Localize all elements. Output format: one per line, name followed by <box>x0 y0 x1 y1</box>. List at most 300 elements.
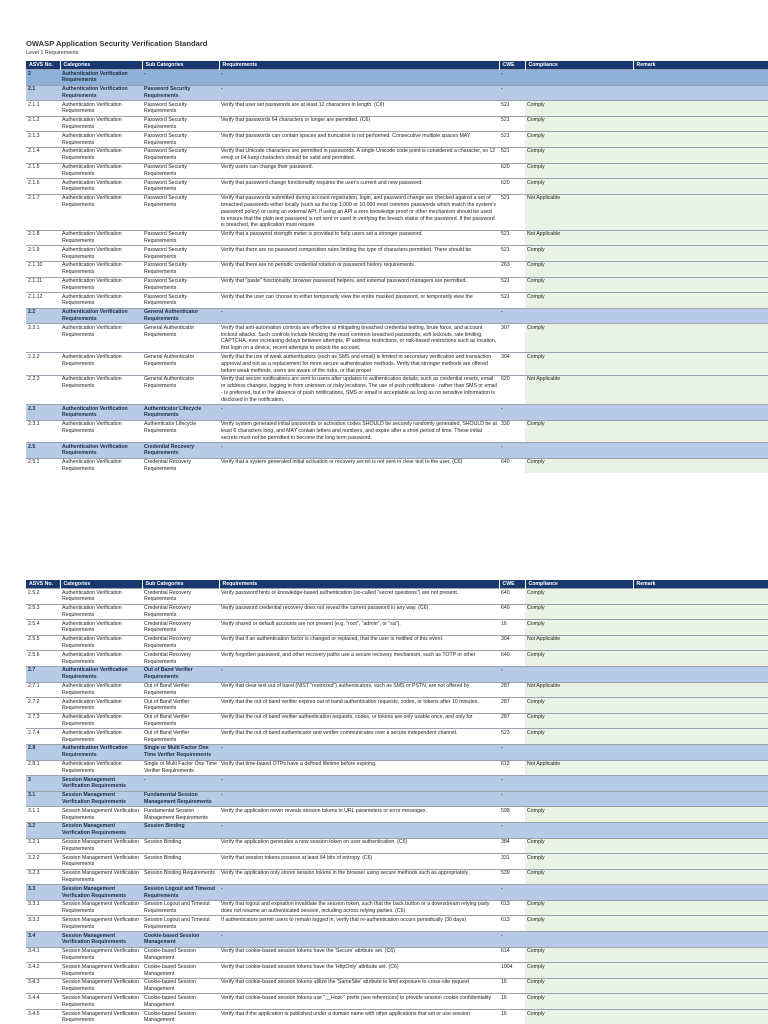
cell-compliance <box>525 776 633 792</box>
header-requirements: Requirements <box>219 580 499 589</box>
cell-compliance: Not Applicable <box>525 760 633 776</box>
cell-requirement: Verify the application never reveals session tokens in URL parameters or error messages. <box>219 807 499 823</box>
cell-asvs-no: 3.3.1 <box>26 900 60 916</box>
cell-category: Authentication Verification Requirements <box>60 277 142 293</box>
cell-requirement: Verify that the out of band authenticator and verifier communicates over a secure independent channel. <box>219 729 499 745</box>
cell-cwe: 521 <box>499 293 525 309</box>
cell-cwe: - <box>499 85 525 101</box>
table-header-row <box>26 580 768 589</box>
cell-asvs-no: 2.7.2 <box>26 698 60 714</box>
header-categories: Categories <box>60 61 142 70</box>
cell-remark <box>633 116 768 132</box>
cell-requirement: Verify that the use of weak authenticators (such as SMS and email) is limited to secondary verification and transaction approval and not as a replacement for more secure authentication methods. Verify that stronger methods are offered before weak methods, users are aware of the risks, or that proper <box>219 353 499 375</box>
cell-category: Authentication Verification Requirements <box>60 353 142 375</box>
cell-requirement: Verify the application only stores session tokens in the browser using secure methods such as appropriately <box>219 869 499 885</box>
cell-category: Session Management Verification Requirements <box>60 838 142 854</box>
cell-asvs-no: 2.7 <box>26 666 60 682</box>
cell-requirement: Verify that session tokens possess at least 64 bits of entropy. (C6) <box>219 854 499 870</box>
cell-cwe: 304 <box>499 353 525 375</box>
cell-requirement: Verify the application generates a new session token on user authentication. (C6) <box>219 838 499 854</box>
cell-cwe: 598 <box>499 807 525 823</box>
cell-category: Session Management Verification Requirements <box>60 807 142 823</box>
cell-compliance <box>525 70 633 86</box>
cell-requirement: Verify that there are no password composition rules limiting the type of characters permitted. There should be <box>219 246 499 262</box>
cell-category: Authentication Verification Requirements <box>60 635 142 651</box>
cell-asvs-no: 2.5.3 <box>26 604 60 620</box>
cell-sub-category: Session Binding <box>142 822 219 838</box>
cell-sub-category: Cookie-based Session Management <box>142 994 219 1010</box>
cell-sub-category: Password Security Requirements <box>142 85 219 101</box>
cell-asvs-no: 2.7.4 <box>26 729 60 745</box>
header-requirements: Requirements <box>219 61 499 70</box>
cell-sub-category: Session Binding <box>142 854 219 870</box>
cell-requirement: - <box>219 308 499 324</box>
cell-asvs-no: 3.4.1 <box>26 947 60 963</box>
cell-requirement: Verify that "paste" functionality, browser password helpers, and external password managers are permitted. <box>219 277 499 293</box>
cell-sub-category: General Authenticator Requirements <box>142 324 219 353</box>
cell-requirement: Verify that cookie-based session tokens have the 'Secure' attribute set. (C6) <box>219 947 499 963</box>
cell-asvs-no: 2.7.3 <box>26 713 60 729</box>
cell-requirement: Verify that secure notifications are sent to users after updates to authentication details, such as credential resets, email or address changes, logging in from unknown or risky locations. The use of push notifications - rather than SMS or email - is preferred, but in the absence of push notifications, SMS or email is acceptable as long as no sensitive information is disclosed in the notification. <box>219 375 499 404</box>
cell-remark <box>633 277 768 293</box>
cell-sub-category: Out of Band Verifier Requirements <box>142 713 219 729</box>
cell-compliance: Comply <box>525 916 633 932</box>
cell-category: Session Management Verification Requirements <box>60 822 142 838</box>
table-row <box>26 101 768 117</box>
cell-sub-category: Credential Recovery Requirements <box>142 620 219 636</box>
cell-cwe: - <box>499 791 525 807</box>
cell-remark <box>633 838 768 854</box>
cell-cwe: 330 <box>499 420 525 442</box>
cell-sub-category: Password Security Requirements <box>142 101 219 117</box>
cell-compliance: Not Applicable <box>525 375 633 404</box>
table-row <box>26 261 768 277</box>
cell-sub-category: Authenticator Lifecycle Requirements <box>142 420 219 442</box>
cell-asvs-no: 2.1.5 <box>26 163 60 179</box>
cell-sub-category: Session Logout and Timeout Requirements <box>142 885 219 901</box>
cell-asvs-no: 2.1.4 <box>26 147 60 163</box>
cell-compliance: Comply <box>525 324 633 353</box>
header-sub-categories: Sub Categories <box>142 61 219 70</box>
cell-remark <box>633 760 768 776</box>
cell-requirement: - <box>219 666 499 682</box>
cell-asvs-no: 2.1.2 <box>26 116 60 132</box>
table-row <box>26 132 768 148</box>
table-row <box>26 729 768 745</box>
cell-cwe: 539 <box>499 869 525 885</box>
cell-sub-category: Credential Recovery Requirements <box>142 589 219 605</box>
section-row <box>26 932 768 948</box>
cell-sub-category: General Authenticator Requirements <box>142 353 219 375</box>
table-row <box>26 277 768 293</box>
table-row <box>26 589 768 605</box>
header-sub-categories: Sub Categories <box>142 580 219 589</box>
cell-remark <box>633 375 768 404</box>
cell-asvs-no: 3.4.4 <box>26 994 60 1010</box>
cell-remark <box>633 713 768 729</box>
cell-requirement: Verify that the out of band verifier expires out of band authentication requests, codes, or tokens after 10 minutes. <box>219 698 499 714</box>
cell-asvs-no: 2.1.1 <box>26 101 60 117</box>
table-row <box>26 651 768 667</box>
cell-sub-category: Password Security Requirements <box>142 132 219 148</box>
cell-compliance: Comply <box>525 620 633 636</box>
cell-asvs-no: 3.1.1 <box>26 807 60 823</box>
table-row <box>26 246 768 262</box>
cell-cwe: 640 <box>499 458 525 473</box>
cell-compliance: Comply <box>525 729 633 745</box>
header-asvs-no: ASVS No. <box>26 61 60 70</box>
cell-category: Authentication Verification Requirements <box>60 375 142 404</box>
cell-remark <box>633 698 768 714</box>
cell-requirement: - <box>219 791 499 807</box>
cell-category: Session Management Verification Requirements <box>60 791 142 807</box>
table-row <box>26 420 768 442</box>
cell-remark <box>633 963 768 979</box>
cell-category: Authentication Verification Requirements <box>60 443 142 459</box>
cell-category: Authentication Verification Requirements <box>60 682 142 698</box>
cell-asvs-no: 2.2.2 <box>26 353 60 375</box>
cell-remark <box>633 85 768 101</box>
cell-category: Authentication Verification Requirements <box>60 116 142 132</box>
cell-category: Session Management Verification Requirements <box>60 963 142 979</box>
table-row <box>26 838 768 854</box>
cell-asvs-no: 2.1.3 <box>26 132 60 148</box>
cell-asvs-no: 2.1.9 <box>26 246 60 262</box>
document-title: OWASP Application Security Verification Standard <box>26 39 208 48</box>
cell-cwe: 640 <box>499 604 525 620</box>
cell-remark <box>633 729 768 745</box>
cell-sub-category: Single or Multi Factor One Time Verifier Requirements <box>142 760 219 776</box>
cell-cwe: - <box>499 308 525 324</box>
cell-remark <box>633 293 768 309</box>
cell-sub-category: Password Security Requirements <box>142 261 219 277</box>
cell-compliance <box>525 308 633 324</box>
cell-compliance: Comply <box>525 994 633 1010</box>
cell-cwe: - <box>499 776 525 792</box>
cell-compliance: Not Applicable <box>525 194 633 230</box>
cell-requirement: Verify shared or default accounts are not present (e.g. "root", "admin", or "sa"). <box>219 620 499 636</box>
cell-category: Authentication Verification Requirements <box>60 246 142 262</box>
cell-remark <box>633 854 768 870</box>
cell-remark <box>633 807 768 823</box>
cell-cwe: 16 <box>499 994 525 1010</box>
cell-compliance: Comply <box>525 604 633 620</box>
cell-category: Authentication Verification Requirements <box>60 458 142 473</box>
cell-cwe: 287 <box>499 698 525 714</box>
cell-remark <box>633 791 768 807</box>
cell-remark <box>633 163 768 179</box>
cell-category: Authentication Verification Requirements <box>60 308 142 324</box>
cell-requirement: If authenticators permit users to remain logged in, verify that re-authentication occurs periodically (30 days) <box>219 916 499 932</box>
cell-sub-category: Cookie-based Session Management <box>142 932 219 948</box>
cell-category: Authentication Verification Requirements <box>60 420 142 442</box>
cell-remark <box>633 443 768 459</box>
cell-requirement: Verify that cookie-based session tokens have the 'HttpOnly' attribute set. (C6) <box>219 963 499 979</box>
cell-compliance: Comply <box>525 978 633 994</box>
cell-remark <box>633 932 768 948</box>
cell-remark <box>633 324 768 353</box>
cell-category: Session Management Verification Requirements <box>60 869 142 885</box>
cell-requirement: Verify that clear text out of band (NIST "restricted") authenticators, such as SMS or PSTN, are not offered by <box>219 682 499 698</box>
cell-category: Authentication Verification Requirements <box>60 163 142 179</box>
cell-cwe: - <box>499 885 525 901</box>
cell-asvs-no: 2.1.11 <box>26 277 60 293</box>
cell-cwe: - <box>499 822 525 838</box>
cell-requirement: Verify that passwords can contain spaces and truncation is not performed. Consecutive multiple spaces MAY <box>219 132 499 148</box>
cell-cwe: 263 <box>499 261 525 277</box>
cell-asvs-no: 3.1 <box>26 791 60 807</box>
cell-requirement: Verify that the out of band verifier authentication requests, codes, or tokens are only usable once, and only for <box>219 713 499 729</box>
cell-sub-category: Cookie-based Session Management <box>142 978 219 994</box>
cell-compliance <box>525 822 633 838</box>
table-row <box>26 604 768 620</box>
cell-cwe: 521 <box>499 116 525 132</box>
table-row <box>26 682 768 698</box>
cell-asvs-no: 2.8 <box>26 744 60 760</box>
cell-category: Authentication Verification Requirements <box>60 744 142 760</box>
cell-requirement: Verify password hints or knowledge-based authentication (so-called "secret questions") are not present. <box>219 589 499 605</box>
cell-category: Authentication Verification Requirements <box>60 132 142 148</box>
cell-requirement: Verify that cookie-based session tokens utilize the 'SameSite' attribute to limit exposure to cross-site request <box>219 978 499 994</box>
cell-remark <box>633 179 768 195</box>
document-page-1 <box>0 0 768 505</box>
cell-remark <box>633 246 768 262</box>
cell-remark <box>633 885 768 901</box>
cell-category: Session Management Verification Requirements <box>60 916 142 932</box>
cell-asvs-no: 3.4 <box>26 932 60 948</box>
cell-asvs-no: 2.3.1 <box>26 420 60 442</box>
cell-requirement: Verify that Unicode characters are permitted in passwords. A single Unicode code point is considered a character, so 12 emoji or 64 kanji characters should be valid and permitted. <box>219 147 499 163</box>
cell-cwe: 521 <box>499 230 525 246</box>
cell-cwe: 287 <box>499 713 525 729</box>
cell-asvs-no: 2.2 <box>26 308 60 324</box>
table-row <box>26 324 768 353</box>
cell-asvs-no: 2.1.12 <box>26 293 60 309</box>
cell-asvs-no: 3.2 <box>26 822 60 838</box>
cell-requirement: Verify that password change functionality requires the user's current and new password. <box>219 179 499 195</box>
section-row <box>26 791 768 807</box>
cell-remark <box>633 744 768 760</box>
section-row <box>26 443 768 459</box>
table-row <box>26 978 768 994</box>
cell-cwe: - <box>499 932 525 948</box>
cell-remark <box>633 978 768 994</box>
table-row <box>26 635 768 651</box>
cell-requirement: Verify that passwords submitted during account registration, login, and password change are checked against a set of breached passwords either locally (such as the top 1,000 or 10,000 most common passwords which match the system's password policy) or using an external API. If using an API a zero knowledge proof or other mechanism should be used to ensure that the plain text password is not sent or used in verifying the breach status of the password. If the password is breached, the application must require <box>219 194 499 230</box>
table-row <box>26 947 768 963</box>
cell-compliance: Comply <box>525 713 633 729</box>
cell-sub-category: General Authenticator Requirements <box>142 308 219 324</box>
cell-category: Authentication Verification Requirements <box>60 230 142 246</box>
cell-cwe: 613 <box>499 900 525 916</box>
cell-category: Authentication Verification Requirements <box>60 147 142 163</box>
cell-cwe: 1004 <box>499 963 525 979</box>
cell-requirement: Verify that the user can choose to either temporarily view the entire masked password, or temporarily view the <box>219 293 499 309</box>
cell-asvs-no: 2.5.6 <box>26 651 60 667</box>
cell-compliance: Comply <box>525 246 633 262</box>
document-subtitle: Level 1 Requirements <box>26 50 79 56</box>
cell-compliance: Comply <box>525 179 633 195</box>
cell-compliance <box>525 85 633 101</box>
section-row <box>26 822 768 838</box>
cell-remark <box>633 70 768 86</box>
table-row <box>26 760 768 776</box>
document-page-2 <box>0 578 768 1024</box>
cell-compliance: Comply <box>525 807 633 823</box>
cell-compliance <box>525 666 633 682</box>
cell-requirement: Verify that a system generated initial activation or recovery secret is not sent in clear text to the user. (C6) <box>219 458 499 473</box>
cell-cwe: 613 <box>499 916 525 932</box>
cell-category: Authentication Verification Requirements <box>60 760 142 776</box>
cell-requirement: - <box>219 744 499 760</box>
cell-sub-category: Password Security Requirements <box>142 116 219 132</box>
cell-requirement: - <box>219 932 499 948</box>
section-row <box>26 666 768 682</box>
table-row <box>26 994 768 1010</box>
cell-remark <box>633 101 768 117</box>
cell-category: Session Management Verification Requirements <box>60 854 142 870</box>
section-row <box>26 776 768 792</box>
section-row <box>26 70 768 86</box>
cell-cwe: 384 <box>499 838 525 854</box>
section-row <box>26 885 768 901</box>
header-cwe: CWE <box>499 580 525 589</box>
cell-compliance <box>525 932 633 948</box>
cell-sub-category: Authenticator Lifecycle Requirements <box>142 405 219 421</box>
cell-compliance: Comply <box>525 277 633 293</box>
table-row <box>26 163 768 179</box>
cell-compliance: Comply <box>525 101 633 117</box>
cell-cwe: 521 <box>499 277 525 293</box>
cell-compliance: Comply <box>525 116 633 132</box>
cell-remark <box>633 261 768 277</box>
table-row <box>26 116 768 132</box>
cell-requirement: Verify that a password strength meter is provided to help users set a stronger password. <box>219 230 499 246</box>
section-row <box>26 85 768 101</box>
requirements-table-page-2 <box>26 580 768 1024</box>
cell-remark <box>633 194 768 230</box>
cell-asvs-no: 3.3.2 <box>26 916 60 932</box>
cell-sub-category: Single or Multi Factor One Time Verifier Requirements <box>142 744 219 760</box>
cell-compliance: Comply <box>525 147 633 163</box>
cell-sub-category: - <box>142 70 219 86</box>
cell-cwe: 620 <box>499 163 525 179</box>
table-row <box>26 869 768 885</box>
cell-requirement: - <box>219 443 499 459</box>
cell-requirement: Verify that anti-automation controls are effective at mitigating breached credential testing, brute force, and account lockout attacks. Such controls include blocking the most common breached passwords, soft lockouts, rate limiting, CAPTCHA, ever increasing delays between attempts, IP address restrictions, or risk-based restrictions such as location, first login on a device, recent attempts to unlock the account, <box>219 324 499 353</box>
cell-asvs-no: 2.5.2 <box>26 589 60 605</box>
cell-remark <box>633 900 768 916</box>
cell-asvs-no: 2.5.5 <box>26 635 60 651</box>
cell-requirement: Verify that cookie-based session tokens use "__Host-" prefix (see references) to provide session cookie confidentiality. <box>219 994 499 1010</box>
cell-category: Authentication Verification Requirements <box>60 620 142 636</box>
cell-sub-category: Password Security Requirements <box>142 277 219 293</box>
cell-compliance: Comply <box>525 589 633 605</box>
table-row <box>26 458 768 473</box>
table-row <box>26 230 768 246</box>
cell-category: Authentication Verification Requirements <box>60 194 142 230</box>
cell-sub-category: Password Security Requirements <box>142 293 219 309</box>
cell-compliance <box>525 744 633 760</box>
cell-category: Authentication Verification Requirements <box>60 589 142 605</box>
cell-cwe: 613 <box>499 760 525 776</box>
cell-sub-category: Password Security Requirements <box>142 147 219 163</box>
cell-compliance: Not Applicable <box>525 682 633 698</box>
cell-cwe: 521 <box>499 147 525 163</box>
cell-compliance: Comply <box>525 854 633 870</box>
cell-requirement: Verify that time-based OTPs have a defined lifetime before expiring. <box>219 760 499 776</box>
table-row <box>26 916 768 932</box>
cell-requirement: Verify that there are no periodic credential rotation or password history requirements. <box>219 261 499 277</box>
cell-sub-category: Out of Band Verifier Requirements <box>142 682 219 698</box>
section-row <box>26 308 768 324</box>
cell-compliance: Not Applicable <box>525 230 633 246</box>
cell-remark <box>633 994 768 1010</box>
header-remark: Remark <box>633 61 768 70</box>
cell-asvs-no: 2.2.3 <box>26 375 60 404</box>
cell-cwe: 307 <box>499 324 525 353</box>
cell-asvs-no: 3.4.3 <box>26 978 60 994</box>
cell-category: Authentication Verification Requirements <box>60 405 142 421</box>
cell-compliance: Comply <box>525 353 633 375</box>
cell-cwe: - <box>499 443 525 459</box>
requirements-table-page-1 <box>26 61 768 473</box>
table-row <box>26 293 768 309</box>
table-row <box>26 854 768 870</box>
cell-compliance: Comply <box>525 869 633 885</box>
table-row <box>26 900 768 916</box>
cell-cwe: 304 <box>499 635 525 651</box>
cell-cwe: 640 <box>499 589 525 605</box>
cell-compliance: Comply <box>525 651 633 667</box>
header-categories: Categories <box>60 580 142 589</box>
cell-sub-category: Password Security Requirements <box>142 163 219 179</box>
header-cwe: CWE <box>499 61 525 70</box>
cell-sub-category: Credential Recovery Requirements <box>142 604 219 620</box>
table-row <box>26 620 768 636</box>
table-row <box>26 375 768 404</box>
cell-category: Session Management Verification Requirements <box>60 994 142 1010</box>
cell-cwe: 521 <box>499 246 525 262</box>
table-row <box>26 1010 768 1024</box>
cell-sub-category: Out of Band Verifier Requirements <box>142 698 219 714</box>
cell-requirement: - <box>219 405 499 421</box>
cell-category: Authentication Verification Requirements <box>60 666 142 682</box>
cell-remark <box>633 353 768 375</box>
cell-sub-category: Fundamental Session Management Requirements <box>142 807 219 823</box>
cell-asvs-no: 3.2.3 <box>26 869 60 885</box>
cell-requirement: Verify system generated initial passwords or activation codes SHOULD be securely randomly generated, SHOULD be at least 6 characters long, and MAY contain letters and numbers, and expire after a short period of time. These initial secrets must not be permitted to become the long term password. <box>219 420 499 442</box>
cell-compliance: Comply <box>525 698 633 714</box>
cell-cwe: 521 <box>499 132 525 148</box>
table-row <box>26 147 768 163</box>
cell-compliance: Comply <box>525 261 633 277</box>
section-row <box>26 744 768 760</box>
cell-cwe: 523 <box>499 729 525 745</box>
cell-cwe: - <box>499 666 525 682</box>
cell-cwe: 614 <box>499 947 525 963</box>
cell-compliance: Comply <box>525 947 633 963</box>
cell-sub-category: Out of Band Verifier Requirements <box>142 729 219 745</box>
cell-sub-category: - <box>142 776 219 792</box>
table-row <box>26 353 768 375</box>
cell-requirement: Verify that passwords 64 characters or longer are permitted. (C6) <box>219 116 499 132</box>
cell-asvs-no: 3.2.2 <box>26 854 60 870</box>
cell-remark <box>633 458 768 473</box>
cell-category: Session Management Verification Requirements <box>60 776 142 792</box>
cell-requirement: - <box>219 885 499 901</box>
cell-compliance: Comply <box>525 1010 633 1024</box>
